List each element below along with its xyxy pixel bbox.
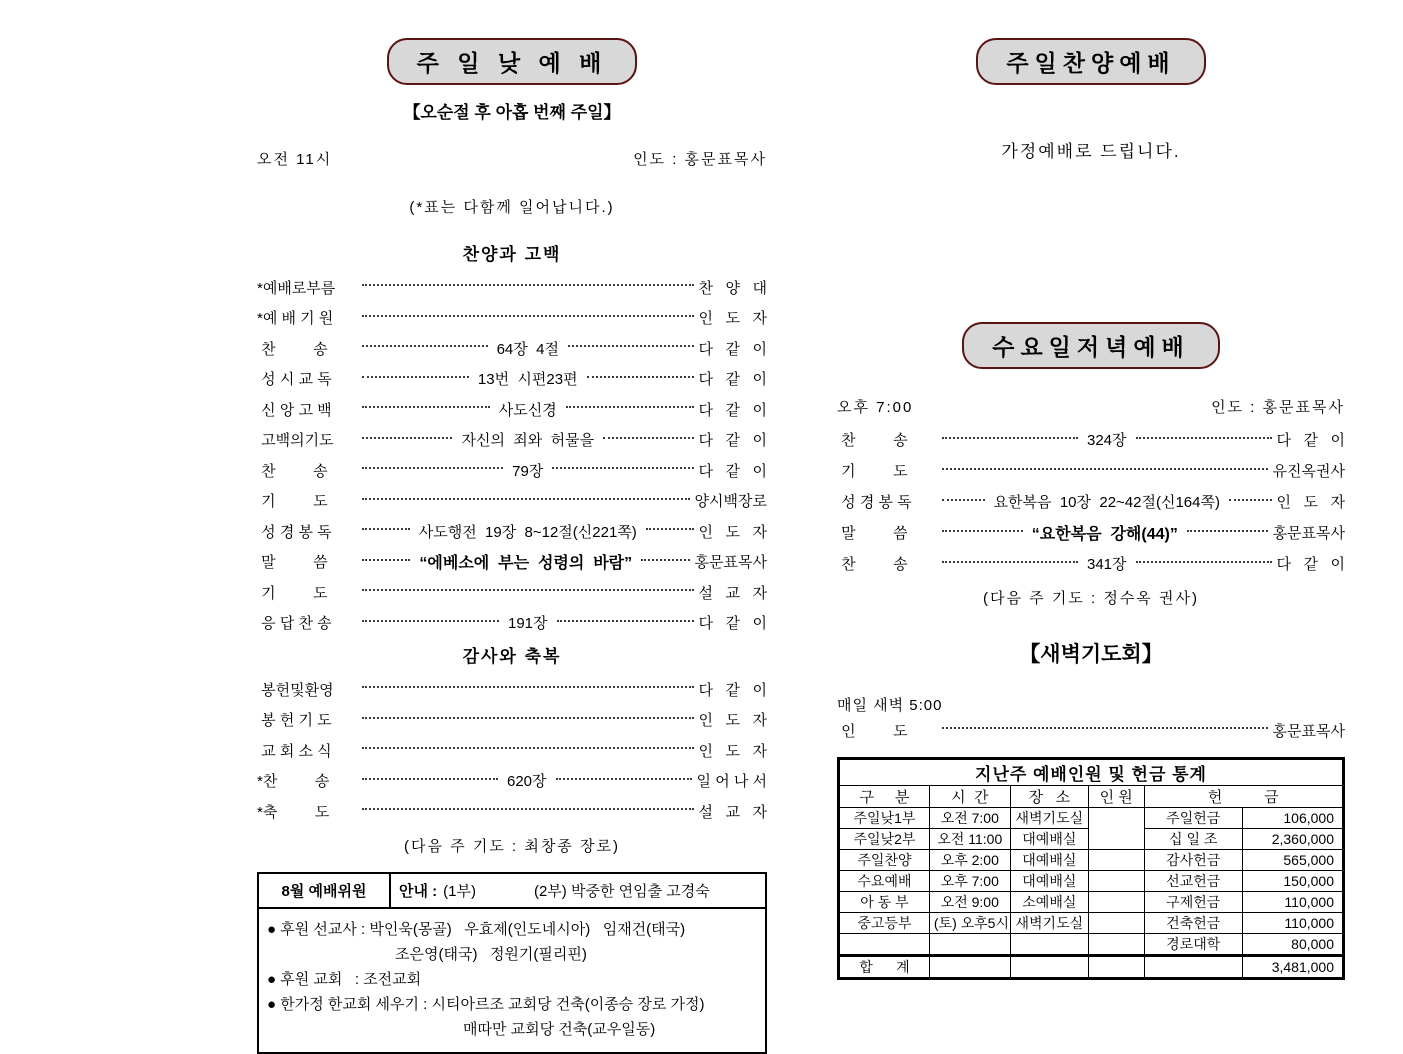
order-row bbox=[837, 455, 1345, 486]
order-row bbox=[837, 548, 1345, 579]
fund-name-cell: 주일헌금 bbox=[1144, 808, 1242, 829]
order-detail: 사도신경 bbox=[498, 401, 557, 419]
order-detail: 요한복음 10장 22~42절(신164쪽) bbox=[993, 494, 1220, 511]
committee-header-row bbox=[259, 874, 765, 909]
church-building-line2: 매따만 교회당 건축(교우일동) bbox=[463, 1020, 656, 1038]
order-label: *찬 송 bbox=[257, 773, 330, 791]
order-label: 말 씀 bbox=[257, 554, 328, 572]
dots-leader bbox=[362, 559, 410, 561]
service-time-cell: 오전 9:00 bbox=[929, 892, 1010, 913]
attendance-cell bbox=[1088, 850, 1144, 871]
order-row bbox=[257, 364, 767, 395]
col-header-offering: 헌 금 bbox=[1144, 786, 1344, 808]
section-heading-praise-confession: 찬양과 고백 bbox=[462, 245, 562, 264]
table-row bbox=[839, 913, 1344, 934]
order-detail: 사도행전 19장 8~12절(신221쪽) bbox=[418, 523, 637, 541]
right-panel bbox=[837, 38, 1345, 980]
attendance-cell bbox=[1088, 913, 1144, 934]
dots-leader bbox=[362, 437, 452, 439]
table-row bbox=[839, 850, 1344, 871]
dots-leader bbox=[1229, 499, 1272, 501]
dots-leader bbox=[942, 499, 985, 501]
attendance-cell bbox=[1088, 934, 1144, 956]
order-row bbox=[257, 333, 767, 364]
order-row-sermon bbox=[837, 517, 1345, 548]
dots-leader bbox=[1136, 561, 1272, 563]
dots-leader bbox=[362, 686, 694, 688]
service-name-cell bbox=[839, 934, 930, 956]
dots-leader bbox=[362, 406, 490, 408]
fund-name-cell: 건축헌금 bbox=[1144, 913, 1242, 934]
total-label-cell: 합 계 bbox=[839, 956, 930, 979]
fund-amount-cell: 150,000 bbox=[1242, 871, 1343, 892]
order-row bbox=[257, 486, 767, 517]
dots-leader bbox=[362, 467, 503, 469]
attendance-cell bbox=[1088, 871, 1144, 892]
service-time-cell: 오전 7:00 bbox=[929, 808, 1010, 829]
sunday-day-service-panel bbox=[257, 38, 767, 1054]
table-row bbox=[839, 934, 1344, 956]
fund-name-cell: 선교헌금 bbox=[1144, 871, 1242, 892]
service-time-leader-row bbox=[257, 148, 767, 169]
fund-name-cell: 감사헌금 bbox=[1144, 850, 1242, 871]
order-label: *예 배 기 원 bbox=[257, 310, 334, 328]
dots-leader bbox=[556, 778, 692, 780]
fund-amount-cell: 110,000 bbox=[1242, 913, 1343, 934]
supported-church-line: ● 후원 교회 : 조전교회 bbox=[267, 970, 422, 988]
order-performer: 설 교 자 bbox=[698, 584, 767, 602]
service-time-cell: 오후 7:00 bbox=[929, 871, 1010, 892]
order-row bbox=[257, 766, 767, 797]
dots-leader bbox=[603, 437, 693, 439]
order-performer: 양시백장로 bbox=[694, 493, 767, 511]
dots-leader bbox=[362, 284, 694, 286]
dots-leader bbox=[552, 467, 693, 469]
service-place-cell: 새벽기도실 bbox=[1010, 808, 1088, 829]
order-performer: 다 같 이 bbox=[1276, 432, 1346, 449]
guide-label: 안내 : bbox=[399, 882, 438, 900]
order-performer: 다 같 이 bbox=[698, 340, 768, 358]
order-label: 성 시 교 독 bbox=[257, 371, 332, 389]
dots-leader bbox=[557, 620, 694, 622]
dots-leader bbox=[362, 747, 694, 749]
fund-name-cell: 경로대학 bbox=[1144, 934, 1242, 956]
order-label: 기 도 bbox=[257, 493, 328, 511]
dots-leader bbox=[362, 808, 694, 810]
order-detail: 자신의 죄와 허물을 bbox=[461, 432, 595, 450]
service-time-cell: 오전 11:00 bbox=[929, 829, 1010, 850]
committee-guide-cell bbox=[391, 874, 765, 907]
sermon-title: “요한복음 강해(44)” bbox=[1031, 526, 1178, 543]
table-total-row bbox=[839, 956, 1344, 979]
order-performer: 다 같 이 bbox=[1276, 556, 1346, 573]
order-performer: 홍문표목사 bbox=[1272, 525, 1346, 542]
service-place-cell bbox=[1010, 934, 1088, 956]
guide-part2: (2부) 박중한 연임출 고경숙 bbox=[533, 882, 710, 900]
fund-amount-cell: 80,000 bbox=[1242, 934, 1343, 956]
order-detail: 341장 bbox=[1087, 556, 1127, 573]
order-performer: 다 같 이 bbox=[698, 432, 768, 450]
wednesday-service-leader: 인도 : 홍문표목사 bbox=[1211, 399, 1345, 416]
attendance-cell bbox=[1088, 808, 1144, 850]
fund-amount-cell: 2,360,000 bbox=[1242, 829, 1343, 850]
order-label: 인 도 bbox=[837, 722, 908, 740]
order-row bbox=[257, 608, 767, 639]
next-week-prayer-note: (다음 주 기도 : 최창종 장로) bbox=[404, 837, 620, 855]
dots-leader bbox=[942, 530, 1023, 532]
order-detail: 79장 bbox=[512, 462, 544, 480]
table-row bbox=[839, 808, 1344, 829]
committee-month-label: 8월 예배위원 bbox=[259, 874, 391, 907]
order-detail: 13번 시편23편 bbox=[477, 371, 578, 389]
service-place-cell: 대예배실 bbox=[1010, 871, 1088, 892]
church-building-line: ● 한가정 한교회 세우기 : 시티아르조 교회당 건축(이종승 장로 가정) bbox=[267, 995, 705, 1013]
col-header-place: 장 소 bbox=[1010, 786, 1088, 808]
dots-leader bbox=[362, 345, 488, 347]
order-performer: 설 교 자 bbox=[698, 803, 767, 821]
sunday-praise-service-title-badge: 주일찬양예배 bbox=[976, 38, 1205, 85]
order-row bbox=[837, 424, 1345, 455]
order-label: 기 도 bbox=[257, 584, 328, 602]
dots-leader bbox=[587, 376, 694, 378]
order-label: 말 씀 bbox=[837, 525, 908, 542]
order-row-sermon bbox=[257, 547, 767, 578]
wednesday-service-time: 오후 7:00 bbox=[837, 399, 914, 416]
service-name-cell: 아 동 부 bbox=[839, 892, 930, 913]
supported-missionaries-line2: 조은영(태국) 정원기(필리핀) bbox=[395, 945, 587, 963]
dots-leader bbox=[362, 589, 694, 591]
order-row bbox=[257, 735, 767, 766]
worship-order-list-1 bbox=[257, 272, 767, 638]
fund-name-cell: 십 일 조 bbox=[1144, 829, 1242, 850]
order-row bbox=[257, 796, 767, 827]
dots-leader bbox=[942, 437, 1078, 439]
dots-leader bbox=[641, 559, 689, 561]
fund-amount-cell: 106,000 bbox=[1242, 808, 1343, 829]
service-place-cell: 새벽기도실 bbox=[1010, 913, 1088, 934]
dots-leader bbox=[362, 315, 694, 317]
order-label: 신 앙 고 백 bbox=[257, 401, 332, 419]
order-label: 응 답 찬 송 bbox=[257, 615, 332, 633]
order-performer: 인 도 자 bbox=[698, 712, 767, 730]
order-label: 찬 송 bbox=[837, 556, 908, 573]
service-place-cell: 대예배실 bbox=[1010, 829, 1088, 850]
service-time-cell: (토) 오후5시 bbox=[929, 913, 1010, 934]
order-detail: 191장 bbox=[508, 615, 548, 633]
table-row bbox=[839, 892, 1344, 913]
service-name-cell: 주일낮1부 bbox=[839, 808, 930, 829]
order-performer: 다 같 이 bbox=[698, 681, 767, 699]
service-name-cell: 중고등부 bbox=[839, 913, 930, 934]
order-label: 성 경 봉 독 bbox=[837, 494, 912, 511]
col-header-attendance: 인 원 bbox=[1088, 786, 1144, 808]
col-header-category: 구 분 bbox=[839, 786, 930, 808]
order-performer: 다 같 이 bbox=[698, 615, 768, 633]
order-performer: 홍문표목사 bbox=[694, 554, 767, 572]
order-detail: 64장 4절 bbox=[496, 340, 559, 358]
order-label: 찬 송 bbox=[257, 340, 328, 358]
order-row bbox=[257, 455, 767, 486]
dots-leader bbox=[362, 376, 469, 378]
dots-leader bbox=[1187, 530, 1268, 532]
dots-leader bbox=[362, 620, 499, 622]
dots-leader bbox=[362, 778, 498, 780]
dots-leader bbox=[362, 717, 694, 719]
order-row bbox=[257, 516, 767, 547]
dawn-prayer-time: 매일 새벽 5:00 bbox=[837, 697, 943, 714]
col-header-time: 시 간 bbox=[929, 786, 1010, 808]
order-row bbox=[257, 705, 767, 736]
order-label: 고백의기도 bbox=[257, 432, 334, 450]
supported-missionaries-line: ● 후원 선교사 : 박인욱(몽골) 우효제(인도네시아) 임재건(태국) bbox=[267, 920, 686, 938]
guide-part1: (1부) bbox=[443, 882, 476, 900]
dots-leader bbox=[566, 406, 694, 408]
fund-amount-cell: 565,000 bbox=[1242, 850, 1343, 871]
liturgical-week-subtitle: 【오순절 후 아홉 번째 주일】 bbox=[403, 103, 621, 122]
service-place-cell: 소예배실 bbox=[1010, 892, 1088, 913]
home-worship-note: 가정예배로 드립니다. bbox=[1001, 142, 1181, 161]
offering-statistics-table bbox=[837, 757, 1345, 980]
order-performer: 인 도 자 bbox=[698, 523, 768, 541]
table-title: 지난주 예배인원 및 헌금 통계 bbox=[839, 759, 1344, 786]
order-performer: 다 같 이 bbox=[698, 401, 768, 419]
order-performer: 홍문표목사 bbox=[1272, 722, 1345, 740]
order-performer: 인 도 자 bbox=[1276, 494, 1345, 511]
dots-leader bbox=[568, 345, 694, 347]
order-label: 찬 송 bbox=[837, 432, 908, 449]
dots-leader bbox=[942, 468, 1268, 470]
order-performer: 인 도 자 bbox=[698, 742, 767, 760]
dots-leader bbox=[362, 498, 690, 500]
committee-box bbox=[257, 872, 767, 1054]
order-detail: 620장 bbox=[507, 773, 547, 791]
order-label: 성 경 봉 독 bbox=[257, 523, 332, 541]
order-label: 교 회 소 식 bbox=[257, 742, 332, 760]
order-label: *예배로부름 bbox=[257, 279, 336, 297]
worship-order-list-2 bbox=[257, 674, 767, 827]
service-leader: 인도 : 홍문표목사 bbox=[633, 151, 767, 168]
section-heading-thanks-blessing: 감사와 축복 bbox=[462, 647, 562, 666]
wednesday-time-leader-row bbox=[837, 396, 1345, 417]
service-time-cell bbox=[929, 934, 1010, 956]
order-row bbox=[257, 577, 767, 608]
fund-name-cell: 구제헌금 bbox=[1144, 892, 1242, 913]
service-name-cell: 주일낮2부 bbox=[839, 829, 930, 850]
fund-amount-cell: 110,000 bbox=[1242, 892, 1343, 913]
order-performer: 찬 양 대 bbox=[698, 279, 767, 297]
order-row bbox=[257, 674, 767, 705]
table-header-row bbox=[839, 786, 1344, 808]
order-performer: 다 같 이 bbox=[698, 462, 768, 480]
dots-leader bbox=[942, 727, 1268, 729]
order-performer: 인 도 자 bbox=[698, 310, 767, 328]
order-label: *축 도 bbox=[257, 803, 330, 821]
order-label: 봉헌및환영 bbox=[257, 681, 334, 699]
table-row bbox=[839, 871, 1344, 892]
wednesday-evening-service-title-badge: 수요일저녁예배 bbox=[962, 322, 1220, 369]
service-name-cell: 주일찬양 bbox=[839, 850, 930, 871]
order-label: 찬 송 bbox=[257, 462, 328, 480]
order-performer: 일 어 나 서 bbox=[696, 773, 767, 791]
order-row bbox=[257, 425, 767, 456]
order-row bbox=[257, 394, 767, 425]
wednesday-order-list bbox=[837, 424, 1345, 579]
total-amount-cell: 3,481,000 bbox=[1242, 956, 1343, 979]
order-performer: 유진옥권사 bbox=[1272, 463, 1345, 480]
wednesday-next-week-prayer-note: (다음 주 기도 : 정수옥 권사) bbox=[983, 590, 1199, 607]
order-label: 기 도 bbox=[837, 463, 908, 480]
service-place-cell: 대예배실 bbox=[1010, 850, 1088, 871]
order-detail: 324장 bbox=[1087, 432, 1127, 449]
sermon-title: “에베소에 부는 성령의 바람” bbox=[419, 555, 633, 573]
attendance-cell bbox=[1088, 892, 1144, 913]
order-row bbox=[257, 272, 767, 303]
order-row bbox=[837, 486, 1345, 517]
dots-leader bbox=[646, 528, 694, 530]
sunday-day-service-title-badge: 주 일 낮 예 배 bbox=[387, 38, 638, 85]
dots-leader bbox=[942, 561, 1078, 563]
dots-leader bbox=[1136, 437, 1272, 439]
service-name-cell: 수요예배 bbox=[839, 871, 930, 892]
order-performer: 다 같 이 bbox=[698, 371, 767, 389]
dots-leader bbox=[362, 528, 410, 530]
dawn-prayer-heading: 【새벽기도회】 bbox=[1019, 643, 1163, 666]
order-label: 봉 헌 기 도 bbox=[257, 712, 332, 730]
order-row bbox=[257, 303, 767, 334]
service-time: 오전 11시 bbox=[257, 151, 333, 168]
dawn-leader-row bbox=[837, 715, 1345, 745]
service-time-cell: 오후 2:00 bbox=[929, 850, 1010, 871]
committee-body bbox=[259, 909, 765, 1052]
stand-note: (*표는 다함께 일어납니다.) bbox=[409, 199, 615, 216]
